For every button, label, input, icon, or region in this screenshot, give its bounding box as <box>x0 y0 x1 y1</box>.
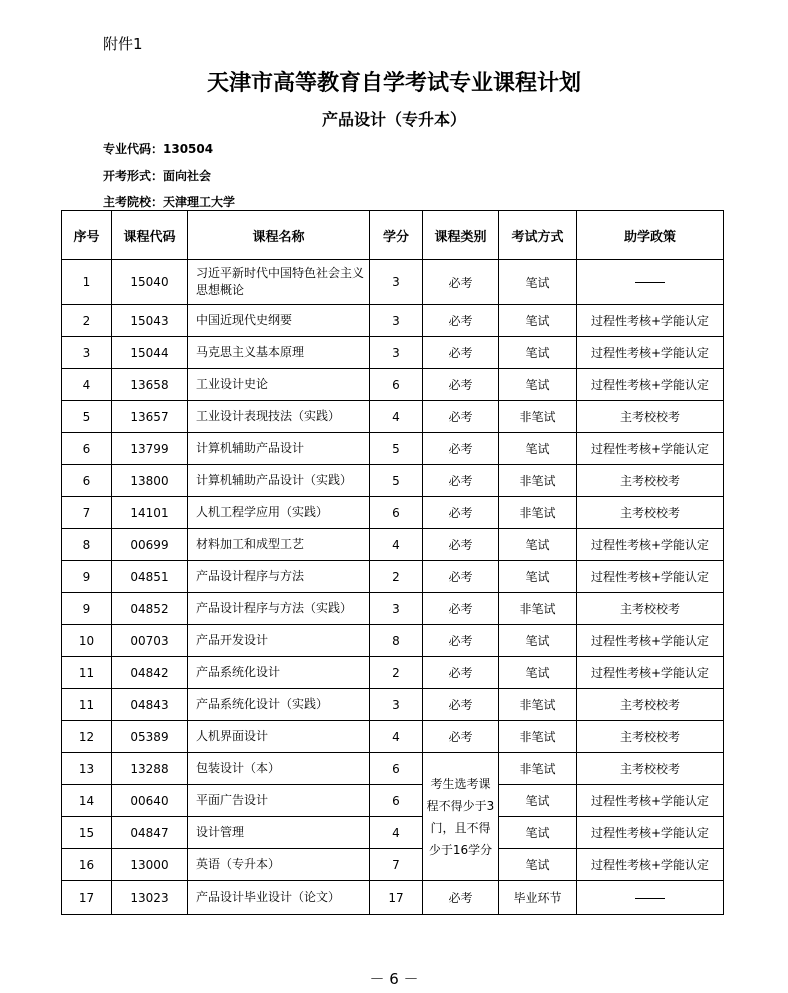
empty-dash-line <box>635 282 665 283</box>
table-row <box>62 689 724 721</box>
cell-policy: 过程性考核+学能认定 <box>577 817 724 849</box>
cell-course-name: 中国近现代史纲要 <box>188 305 370 337</box>
table-row <box>62 721 724 753</box>
table-row <box>62 625 724 657</box>
cell-credit: 17 <box>370 881 423 915</box>
cell-course-name: 产品设计程序与方法（实践） <box>188 593 370 625</box>
cell-no: 6 <box>62 465 112 497</box>
cell-exam: 非笔试 <box>499 593 577 625</box>
cell-course-name: 计算机辅助产品设计 <box>188 433 370 465</box>
cell-course-name: 人机工程学应用（实践） <box>188 497 370 529</box>
cell-exam: 笔试 <box>499 657 577 689</box>
table-body <box>62 260 724 915</box>
cell-no: 2 <box>62 305 112 337</box>
cell-category: 必考 <box>423 497 499 529</box>
cell-exam: 笔试 <box>499 785 577 817</box>
cell-code: 13799 <box>112 433 188 465</box>
cell-code: 00703 <box>112 625 188 657</box>
cell-code: 13023 <box>112 881 188 915</box>
cell-exam: 非笔试 <box>499 401 577 433</box>
cell-credit: 6 <box>370 753 423 785</box>
cell-code: 04843 <box>112 689 188 721</box>
cell-credit: 6 <box>370 497 423 529</box>
table-row <box>62 561 724 593</box>
table-row <box>62 753 724 785</box>
cell-category: 必考 <box>423 625 499 657</box>
cell-course-name: 习近平新时代中国特色社会主义思想概论 <box>188 260 370 305</box>
page-title: 天津市高等教育自学考试专业课程计划 <box>206 70 581 96</box>
col-header-category: 课程类别 <box>423 211 499 260</box>
cell-credit: 3 <box>370 305 423 337</box>
cell-credit: 5 <box>370 465 423 497</box>
cell-credit: 3 <box>370 260 423 305</box>
cell-no: 7 <box>62 497 112 529</box>
exam-form: 开考形式：面向社会 <box>103 169 212 183</box>
cell-code: 04847 <box>112 817 188 849</box>
cell-category: 必考 <box>423 881 499 915</box>
cell-code: 13658 <box>112 369 188 401</box>
cell-category: 必考 <box>423 401 499 433</box>
course-plan-table <box>61 210 724 915</box>
cell-category: 必考 <box>423 433 499 465</box>
cell-category: 必考 <box>423 465 499 497</box>
cell-code: 14101 <box>112 497 188 529</box>
cell-course-name: 平面广告设计 <box>188 785 370 817</box>
cell-exam: 非笔试 <box>499 497 577 529</box>
cell-code: 04842 <box>112 657 188 689</box>
cell-exam: 非笔试 <box>499 721 577 753</box>
table-header-row <box>62 211 724 260</box>
cell-no: 4 <box>62 369 112 401</box>
cell-no: 14 <box>62 785 112 817</box>
host-school: 主考院校：天津理工大学 <box>103 195 236 209</box>
cell-code: 13800 <box>112 465 188 497</box>
cell-no: 9 <box>62 561 112 593</box>
cell-code: 13288 <box>112 753 188 785</box>
cell-course-name: 马克思主义基本原理 <box>188 337 370 369</box>
cell-code: 04851 <box>112 561 188 593</box>
cell-category: 必考 <box>423 337 499 369</box>
cell-no: 13 <box>62 753 112 785</box>
cell-policy: 主考校校考 <box>577 401 724 433</box>
cell-course-name: 产品系统化设计 <box>188 657 370 689</box>
cell-code: 15040 <box>112 260 188 305</box>
cell-policy: 过程性考核+学能认定 <box>577 561 724 593</box>
cell-credit: 3 <box>370 689 423 721</box>
cell-policy: 主考校校考 <box>577 753 724 785</box>
major-code: 专业代码：130504 <box>103 142 214 156</box>
col-header-code: 课程代码 <box>112 211 188 260</box>
cell-no: 9 <box>62 593 112 625</box>
cell-credit: 4 <box>370 721 423 753</box>
cell-code: 00699 <box>112 529 188 561</box>
cell-policy <box>577 881 724 915</box>
table-row <box>62 433 724 465</box>
cell-course-name: 英语（专升本） <box>188 849 370 881</box>
cell-course-name: 工业设计表现技法（实践） <box>188 401 370 433</box>
table-row <box>62 529 724 561</box>
cell-category: 必考 <box>423 369 499 401</box>
cell-exam: 非笔试 <box>499 689 577 721</box>
cell-no: 16 <box>62 849 112 881</box>
cell-credit: 6 <box>370 369 423 401</box>
cell-category: 必考 <box>423 689 499 721</box>
cell-policy: 过程性考核+学能认定 <box>577 785 724 817</box>
page-number: － 6 － <box>369 970 419 988</box>
cell-course-name: 产品设计程序与方法 <box>188 561 370 593</box>
cell-exam: 笔试 <box>499 849 577 881</box>
cell-policy: 过程性考核+学能认定 <box>577 433 724 465</box>
cell-policy: 主考校校考 <box>577 689 724 721</box>
cell-category: 必考 <box>423 260 499 305</box>
col-header-policy: 助学政策 <box>577 211 724 260</box>
cell-exam: 笔试 <box>499 337 577 369</box>
table-row <box>62 369 724 401</box>
cell-exam: 毕业环节 <box>499 881 577 915</box>
cell-code: 13000 <box>112 849 188 881</box>
cell-no: 17 <box>62 881 112 915</box>
table-row <box>62 785 724 817</box>
cell-credit: 6 <box>370 785 423 817</box>
cell-code: 13657 <box>112 401 188 433</box>
cell-credit: 2 <box>370 561 423 593</box>
cell-policy: 主考校校考 <box>577 593 724 625</box>
cell-category: 必考 <box>423 561 499 593</box>
cell-exam: 笔试 <box>499 529 577 561</box>
cell-exam: 笔试 <box>499 260 577 305</box>
page-subtitle: 产品设计（专升本） <box>321 110 466 129</box>
cell-elective-note: 考生选考课程不得少于3门，且不得少于16学分 <box>423 753 499 881</box>
table-row <box>62 465 724 497</box>
cell-policy <box>577 260 724 305</box>
cell-course-name: 产品开发设计 <box>188 625 370 657</box>
cell-exam: 笔试 <box>499 369 577 401</box>
col-header-exam: 考试方式 <box>499 211 577 260</box>
cell-course-name: 工业设计史论 <box>188 369 370 401</box>
cell-credit: 3 <box>370 593 423 625</box>
cell-code: 05389 <box>112 721 188 753</box>
col-header-no: 序号 <box>62 211 112 260</box>
cell-credit: 8 <box>370 625 423 657</box>
cell-credit: 4 <box>370 401 423 433</box>
cell-category: 必考 <box>423 305 499 337</box>
col-header-name: 课程名称 <box>188 211 370 260</box>
table-row <box>62 817 724 849</box>
cell-category: 必考 <box>423 721 499 753</box>
cell-policy: 过程性考核+学能认定 <box>577 625 724 657</box>
cell-category: 必考 <box>423 657 499 689</box>
cell-exam: 笔试 <box>499 433 577 465</box>
cell-credit: 4 <box>370 529 423 561</box>
cell-policy: 过程性考核+学能认定 <box>577 337 724 369</box>
cell-no: 11 <box>62 689 112 721</box>
table-row <box>62 881 724 915</box>
cell-credit: 4 <box>370 817 423 849</box>
cell-exam: 笔试 <box>499 625 577 657</box>
table-row <box>62 401 724 433</box>
cell-course-name: 材料加工和成型工艺 <box>188 529 370 561</box>
cell-exam: 笔试 <box>499 817 577 849</box>
cell-code: 04852 <box>112 593 188 625</box>
attachment-label: 附件1 <box>103 35 143 53</box>
table-row <box>62 849 724 881</box>
cell-policy: 主考校校考 <box>577 497 724 529</box>
cell-exam: 非笔试 <box>499 753 577 785</box>
cell-exam: 笔试 <box>499 305 577 337</box>
col-header-credit: 学分 <box>370 211 423 260</box>
cell-no: 3 <box>62 337 112 369</box>
cell-no: 5 <box>62 401 112 433</box>
cell-credit: 2 <box>370 657 423 689</box>
cell-exam: 笔试 <box>499 561 577 593</box>
empty-dash-line <box>635 898 665 899</box>
cell-no: 6 <box>62 433 112 465</box>
cell-no: 1 <box>62 260 112 305</box>
cell-policy: 主考校校考 <box>577 721 724 753</box>
cell-no: 8 <box>62 529 112 561</box>
cell-category: 必考 <box>423 529 499 561</box>
cell-code: 15044 <box>112 337 188 369</box>
cell-policy: 过程性考核+学能认定 <box>577 529 724 561</box>
table-row <box>62 497 724 529</box>
cell-policy: 主考校校考 <box>577 465 724 497</box>
cell-credit: 5 <box>370 433 423 465</box>
table-row <box>62 337 724 369</box>
cell-no: 12 <box>62 721 112 753</box>
cell-policy: 过程性考核+学能认定 <box>577 369 724 401</box>
cell-category: 必考 <box>423 593 499 625</box>
table-row <box>62 593 724 625</box>
cell-course-name: 包装设计（本） <box>188 753 370 785</box>
cell-course-name: 设计管理 <box>188 817 370 849</box>
cell-course-name: 产品设计毕业设计（论文） <box>188 881 370 915</box>
table-row <box>62 260 724 305</box>
cell-credit: 3 <box>370 337 423 369</box>
cell-policy: 过程性考核+学能认定 <box>577 305 724 337</box>
cell-no: 10 <box>62 625 112 657</box>
cell-policy: 过程性考核+学能认定 <box>577 849 724 881</box>
cell-course-name: 产品系统化设计（实践） <box>188 689 370 721</box>
cell-credit: 7 <box>370 849 423 881</box>
cell-code: 00640 <box>112 785 188 817</box>
cell-policy: 过程性考核+学能认定 <box>577 657 724 689</box>
cell-course-name: 人机界面设计 <box>188 721 370 753</box>
cell-no: 15 <box>62 817 112 849</box>
cell-exam: 非笔试 <box>499 465 577 497</box>
cell-no: 11 <box>62 657 112 689</box>
cell-code: 15043 <box>112 305 188 337</box>
table-row <box>62 305 724 337</box>
table-row <box>62 657 724 689</box>
cell-course-name: 计算机辅助产品设计（实践） <box>188 465 370 497</box>
